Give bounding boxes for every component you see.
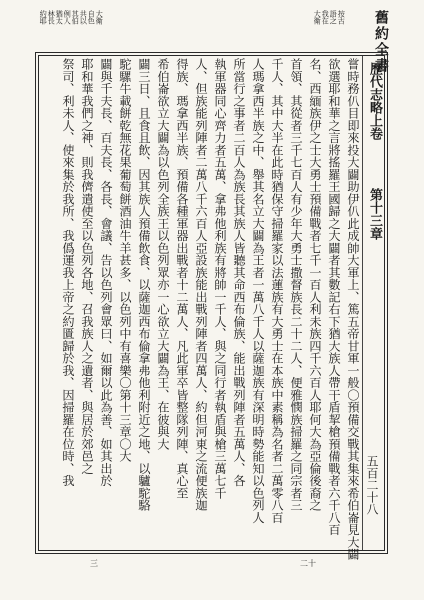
- margin-note-left-1: 大衛: [95, 10, 105, 25]
- footer-right-num: 二十: [300, 559, 316, 568]
- margin-note-left-4: 其伯: [71, 10, 81, 25]
- text-column: 人、但族能列陣者二萬八千六百人亞設族能出戰列陣者四萬人、約但河東之流便族迦: [194, 58, 208, 512]
- margin-note-left-2: 自色: [87, 10, 97, 25]
- book-title: 舊約全書: [373, 10, 389, 74]
- text-column: 欲選耶和華之言將搖羅王國歸之大闢者其數記右下猶大族人帶干盾挈槍預備戰者六千八百: [327, 58, 341, 536]
- margin-note-left-8: 約耶: [39, 10, 49, 25]
- text-column: 駝騾牛載餅乾無花果葡萄餅酒油牛羊甚多、以色列中有喜樂〇第十三章〇大: [118, 58, 132, 463]
- chapter-label: 第十三章: [367, 188, 382, 240]
- margin-note-right-2: 語之: [329, 10, 339, 25]
- text-column: 耶和華我們之神、則我儕遣使至以色列各地、召我族人之遺者、與居於郊邑之: [80, 58, 94, 475]
- text-column: 首領、其從者三千七百人有少年大勇士撒督族長二十二人、便雅憫族掃羅之同宗者三: [289, 58, 303, 512]
- running-title: 歷代志略上卷: [367, 62, 382, 140]
- margin-note-left-5: 例人: [63, 10, 73, 25]
- page-number: 五百二十八: [365, 455, 379, 515]
- footer-left-num: 三: [90, 559, 98, 568]
- text-column: 祭司、利未人、使來集於我所、我僞運我上帝之約匱歸於我、因掃羅在位時、我: [61, 58, 75, 487]
- text-column: 闢三日、且食且飲、因其族人預備飲食、以薩迦西布倫拿弗他利附近之地、以驢駝駱: [137, 58, 151, 512]
- margin-note-right-1: 按古: [337, 10, 347, 25]
- margin-note-right-4: 大衛: [313, 10, 323, 25]
- text-column: 千人、其中大半在此時猶保守掃羅家以法蓮族有大勇士在本族中素稱為名者二萬零八百: [270, 58, 284, 524]
- text-column: 所當行之事者二百人為族長其族人皆聽其命西布倫族、能出戰列陣者五萬人、各: [232, 58, 246, 487]
- margin-note-right-3: 我在: [321, 10, 331, 25]
- text-column: 闢與千夫長、百夫長、各長、會議、告以色列會眾曰、如爾以此為善、如其出於: [99, 58, 113, 487]
- text-column: 希伯崙欲立大闢為以色列全族王以色列眾亦一心欲立大闢為王、在彼與大: [156, 58, 170, 450]
- header-divider: [362, 56, 363, 550]
- margin-note-left-3: 共以: [79, 10, 89, 25]
- text-column: 人瑪拿西半族之中、舉其名立大闢為王者一萬八千人以薩迦族有深明時勢能知以色列人: [251, 58, 265, 524]
- margin-note-left-7: 林長: [47, 10, 57, 25]
- margin-note-left-6: 猶太: [55, 10, 65, 25]
- text-column: 嘗時務仈目即來投大闢助伊仈此成帥大軍上、篤五帝甘軍一般〇預備交戰其集來希伯崙見大闢: [346, 58, 360, 561]
- text-column: 名、西緬族伊之士大勇士預備戰者七千一百人利未族四千六百人耶何大為亞倫後裔之: [308, 58, 322, 512]
- text-column: 得族、瑪拿西半族、預備各種軍器出戰者十二萬人、凡此軍卒皆整隊列陣、真心至: [175, 58, 189, 499]
- text-column: 執軍器同心齊力者五萬、拿弗他利族有將帥一千人、與之同行者執盾與槍三萬七千: [213, 58, 227, 499]
